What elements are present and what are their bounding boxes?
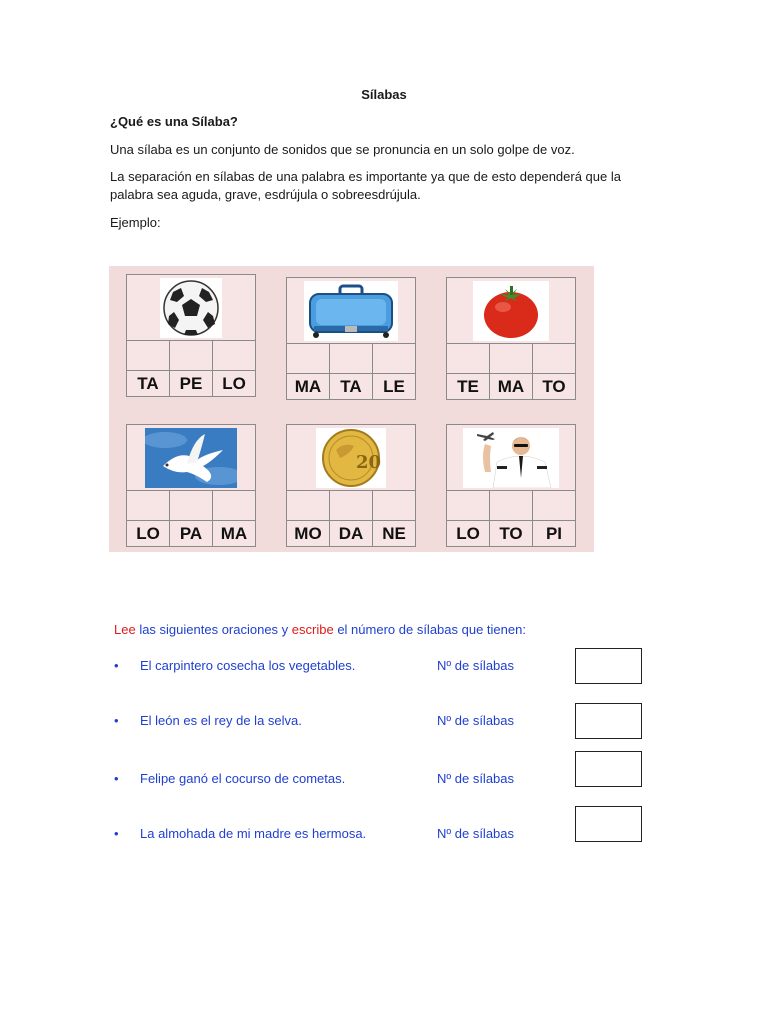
example-card-pilot — [446, 424, 576, 547]
syllable-count-label: Nº de sílabas — [437, 658, 515, 673]
example-card-ball — [126, 274, 256, 397]
example-card-coin — [286, 424, 416, 547]
suitcase-image — [304, 281, 398, 341]
syllable-cell: MA — [497, 377, 525, 396]
page-title: Sílabas — [361, 87, 407, 102]
coin-value-text: 20 — [356, 452, 382, 473]
syllable-cell: TE — [457, 377, 479, 396]
exercise-sentence: Felipe ganó el cocurso de cometas. — [140, 771, 346, 786]
syllable-cell: PE — [179, 374, 203, 393]
syllable-count-answer-box[interactable] — [575, 751, 642, 787]
pilot-image — [463, 428, 559, 488]
syllable-count-label: Nº de sílabas — [437, 713, 515, 728]
syllable-cell: TA — [340, 377, 362, 396]
bullet-icon: • — [114, 658, 119, 673]
syllable-cell: DA — [338, 524, 364, 543]
syllable-cell: LE — [383, 377, 405, 396]
question-heading: ¿Qué es una Sílaba? — [110, 114, 238, 129]
definition-text: Una sílaba es un conjunto de sonidos que se pronuncia en un solo golpe de voz. — [110, 142, 575, 157]
exercise-sentence: El león es el rey de la selva. — [140, 713, 302, 728]
exercise-sentence: La almohada de mi madre es hermosa. — [140, 826, 367, 841]
dove-image — [145, 428, 237, 488]
syllable-count-answer-box[interactable] — [575, 648, 642, 684]
syllable-cell: NE — [382, 524, 406, 543]
syllable-cell: MA — [294, 377, 322, 396]
instruction-write: escribe — [291, 622, 334, 637]
syllable-cell: LO — [456, 524, 480, 543]
syllable-cell: PI — [545, 524, 563, 543]
exercise-instruction — [114, 622, 526, 637]
example-card-suitcase — [286, 277, 416, 400]
coin-image — [316, 428, 386, 488]
exercise-row — [114, 751, 654, 787]
syllable-cell: MA — [220, 524, 248, 543]
bullet-icon: • — [114, 826, 119, 841]
example-panel — [109, 266, 594, 552]
bullet-icon: • — [114, 713, 119, 728]
importance-text: La separación en sílabas de una palabra es importante ya que de esto dependerá que la palabra sea aguda, grave, esdrújula o sobreesdrújula. — [110, 169, 621, 202]
syllable-cell: MO — [294, 524, 322, 543]
instruction-read: Lee — [114, 622, 136, 637]
instruction-text-b: el número de sílabas que tienen: — [333, 622, 526, 637]
instruction-text-a: las siguientes oraciones y — [135, 622, 292, 637]
syllable-cell: TO — [542, 377, 566, 396]
syllable-cell: TO — [499, 524, 523, 543]
soccer-ball-image — [160, 278, 222, 338]
syllable-count-answer-box[interactable] — [575, 806, 642, 842]
syllable-cell: TA — [137, 374, 159, 393]
example-card-dove — [126, 424, 256, 547]
syllable-count-label: Nº de sílabas — [437, 826, 515, 841]
syllable-cell: LO — [136, 524, 160, 543]
exercise-sentence: El carpintero cosecha los vegetables. — [140, 658, 356, 673]
syllable-cell: LO — [222, 374, 246, 393]
syllable-cell: PA — [179, 524, 203, 543]
tomato-image — [473, 281, 549, 341]
syllable-count-answer-box[interactable] — [575, 703, 642, 739]
example-label: Ejemplo: — [110, 215, 161, 230]
syllable-count-label: Nº de sílabas — [437, 771, 515, 786]
exercise-row — [114, 648, 654, 684]
exercise-row — [114, 703, 654, 739]
exercise-row — [114, 806, 654, 842]
example-card-tomato — [446, 277, 576, 400]
bullet-icon: • — [114, 771, 119, 786]
